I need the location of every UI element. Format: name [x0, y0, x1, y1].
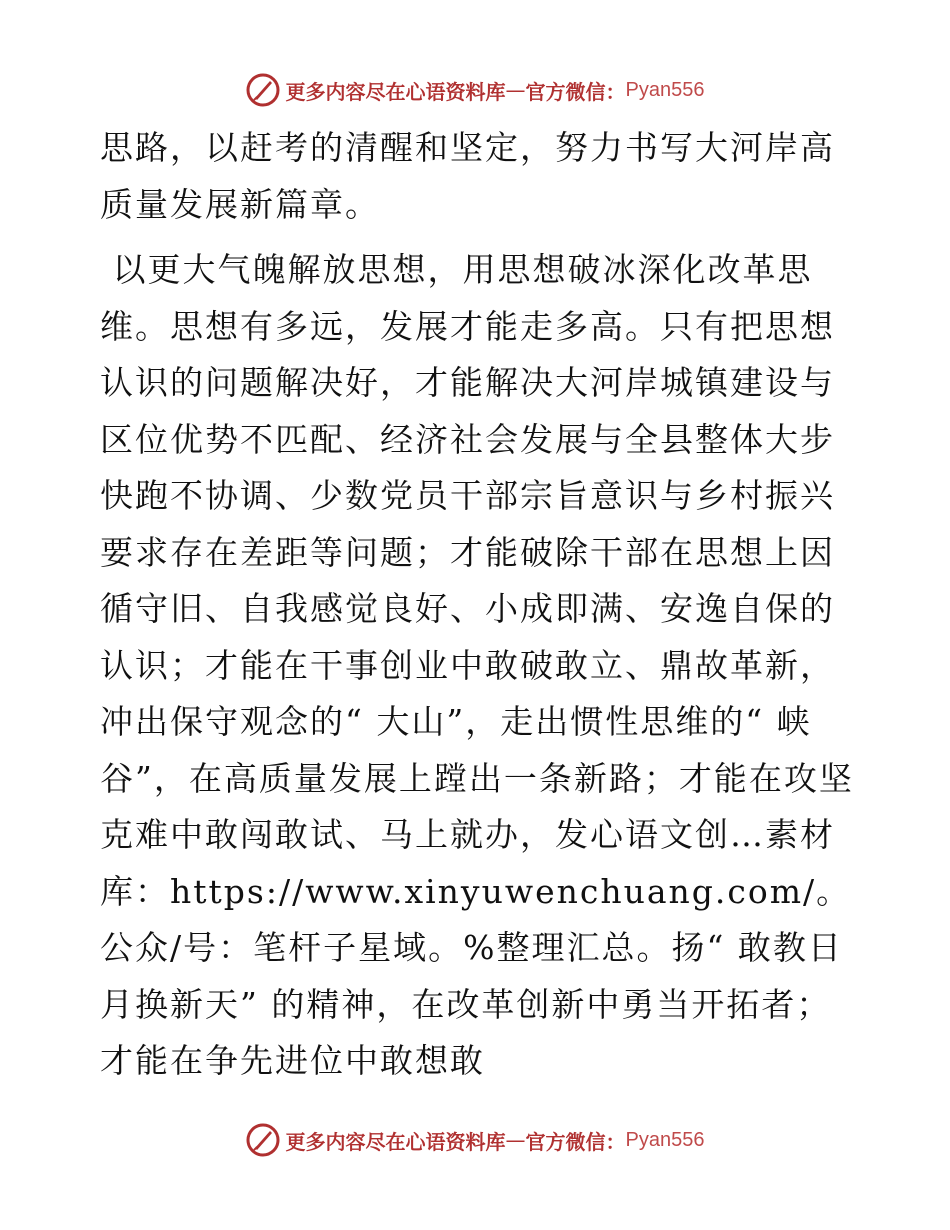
banner-wechat-id: Pyan556	[625, 1128, 705, 1151]
feather-pen-logo-icon	[246, 73, 280, 107]
banner-wechat-label: 官方微信：	[525, 1129, 626, 1154]
feather-pen-logo-icon	[246, 1123, 280, 1157]
paragraph-1: 思路，以赶考的清醒和坚定，努力书写大河岸高质量发展新篇章。	[100, 128, 835, 224]
banner-separator: —	[505, 78, 526, 102]
document-body	[100, 120, 860, 1090]
footer-watermark-banner	[0, 1120, 950, 1160]
banner-main-text: 更多内容尽在心语资料库	[285, 79, 506, 104]
header-watermark-banner	[0, 70, 950, 110]
banner-wechat-label: 官方微信：	[525, 79, 626, 104]
banner-wechat-id: Pyan556	[625, 78, 705, 101]
banner-main-text: 更多内容尽在心语资料库	[285, 1129, 506, 1154]
paragraph-2: 以更大气魄解放思想，用思想破冰深化改革思维。思想有多远，发展才能走多高。只有把思想认识的问题解决好，才能解决大河岸城镇建设与区位优势不匹配、经济社会发展与全县整体大步快跑不协调、少数党员干部宗旨意识与乡村振兴要求存在差距等问题；才能破除干部在思想上因循守旧、自我感觉良好、小成即满、安逸自保的认识；才能在干事创业中敢破敢立、鼎故革新，冲出保守观念的“ 大山”，走出惯性思维的“ 峡谷”，在高质量发展上蹚出一条新路；才能在攻坚克难中敢闯敢试、马上就办，发心语文创…素材库：https://www.xinyuwenchuang.com/。公众/号：笔杆子星域。%整理汇总。扬“ 敢教日月换新天” 的精神，在改革创新中勇当开拓者；才能在争先进位中敢想敢	[100, 250, 854, 1080]
banner-separator: —	[505, 1128, 526, 1152]
